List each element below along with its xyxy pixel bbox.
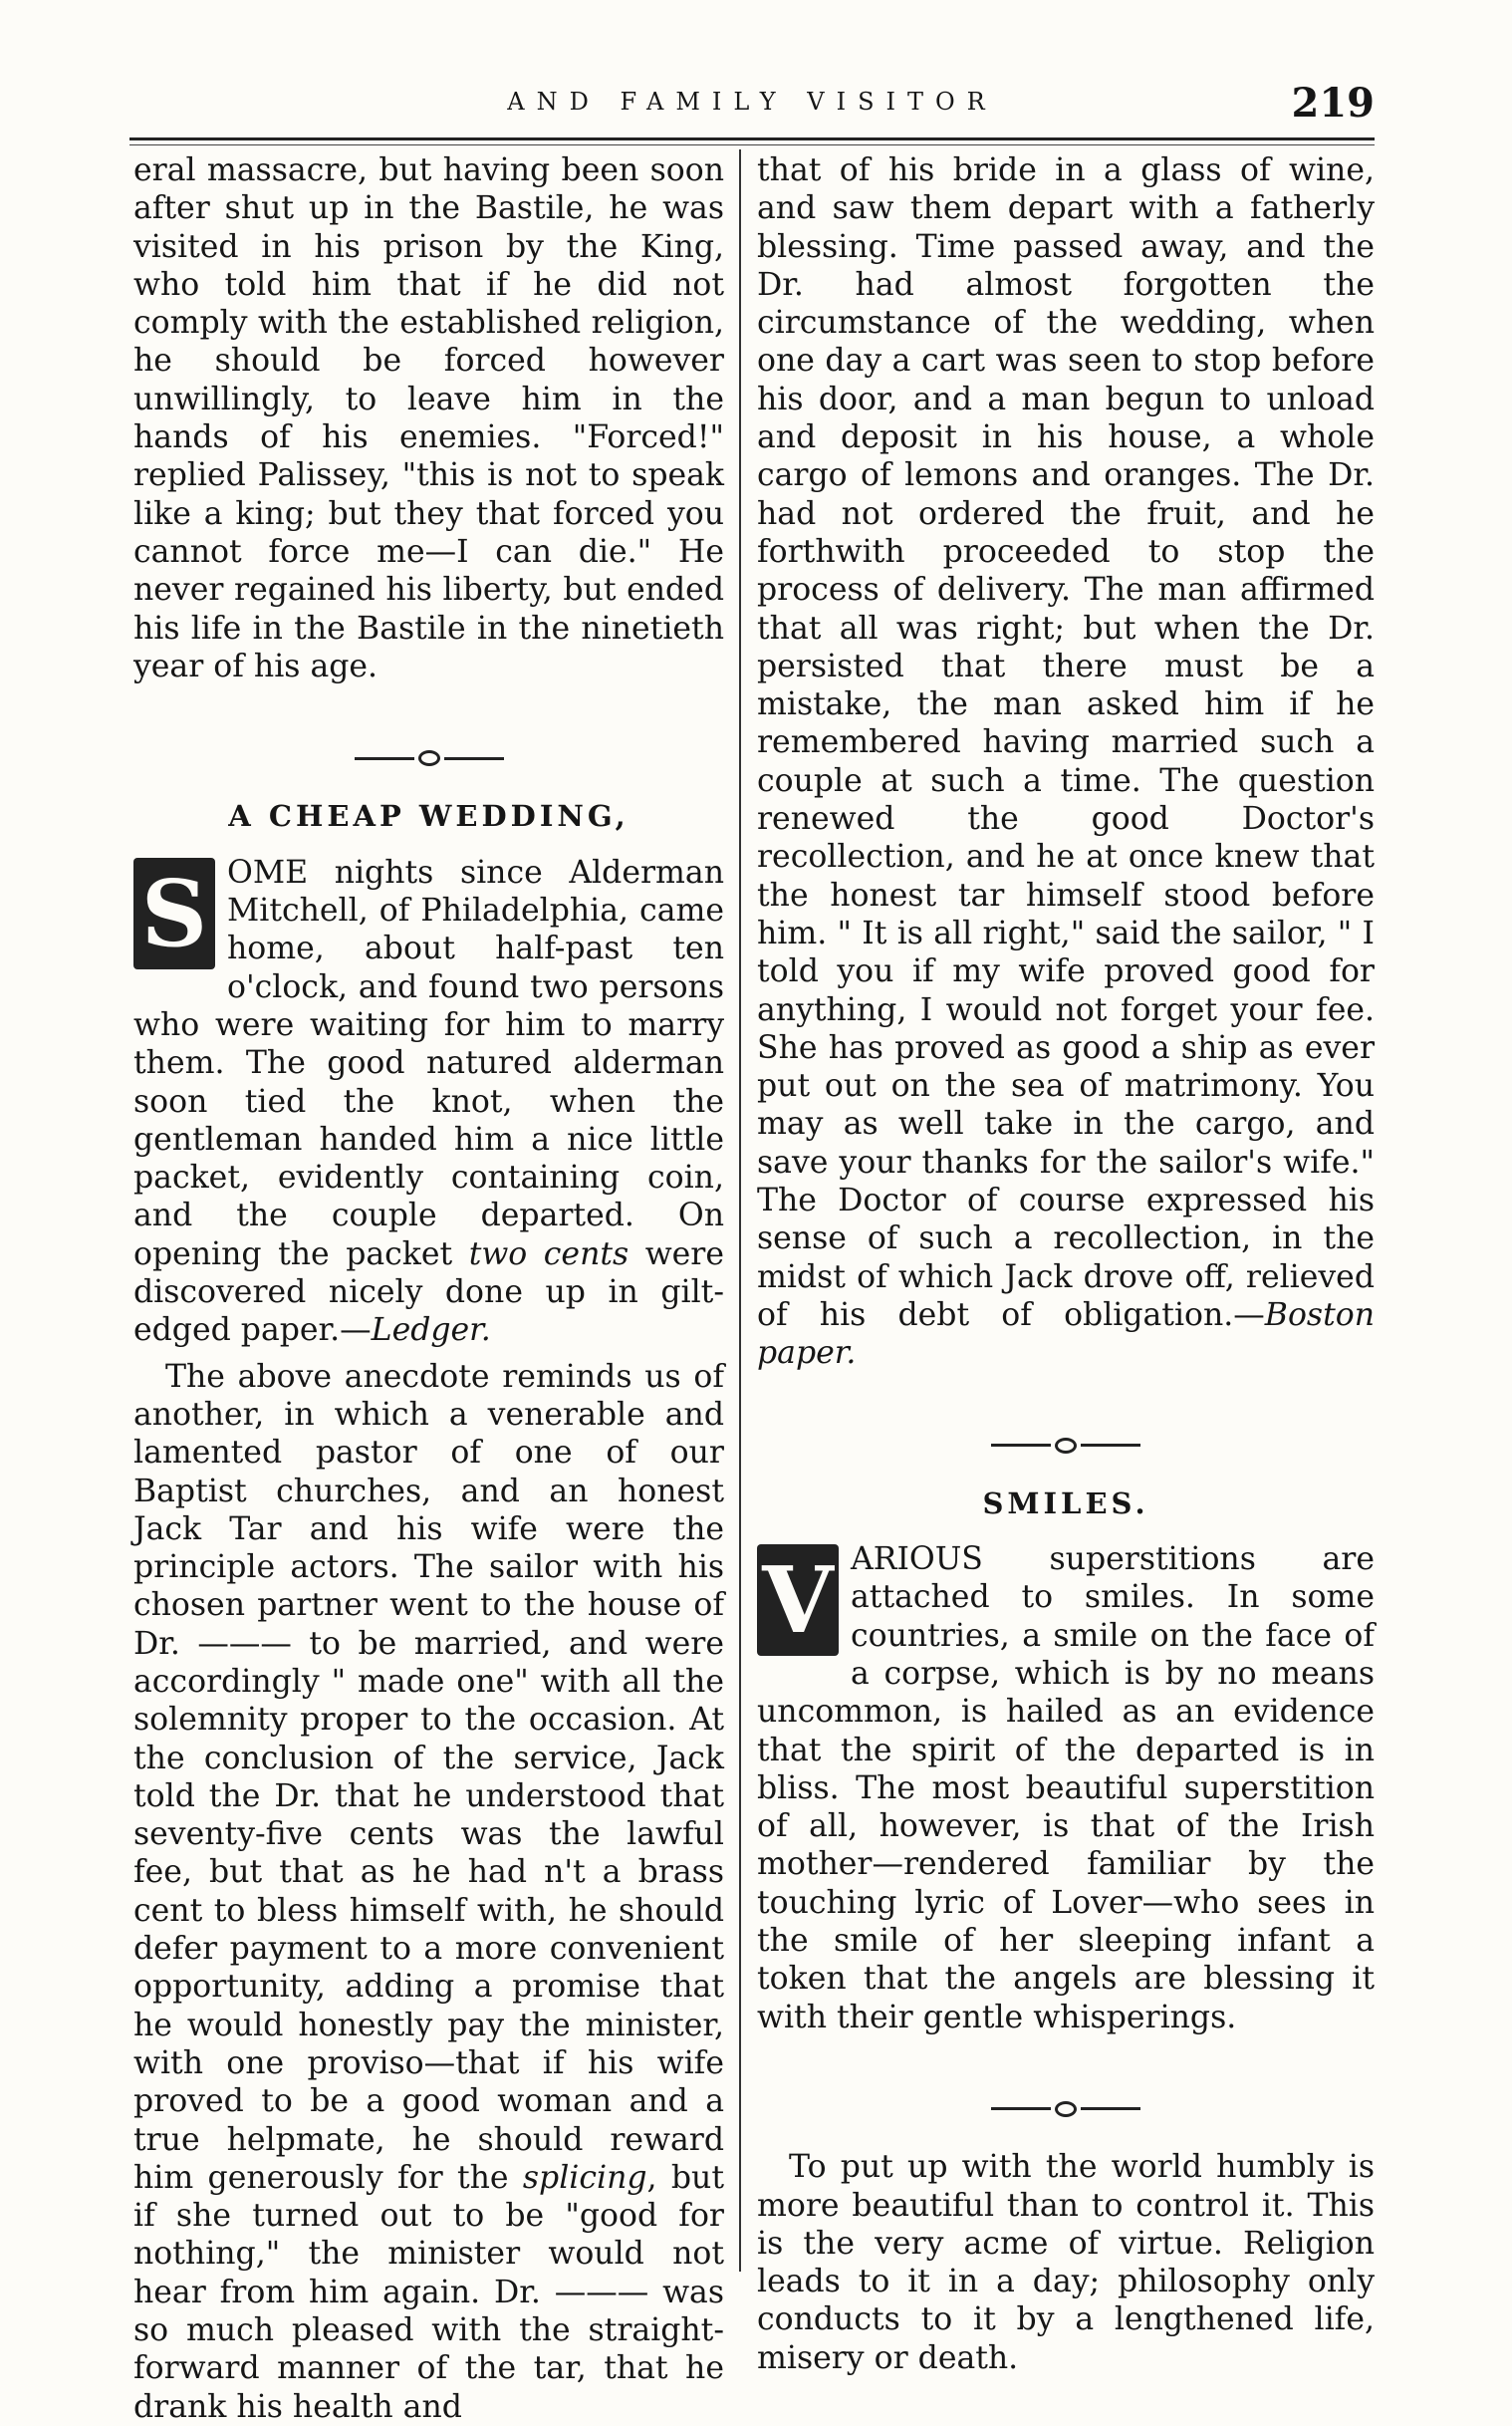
source-citation: Ledger. [371,1312,491,1349]
section-ornament [757,1427,1375,1465]
drop-cap: S [133,858,215,969]
running-head: AND FAMILY VISITOR [507,88,997,116]
page-header [129,80,1375,139]
article-title-smiles: SMILES. [982,1485,1149,1520]
paragraph-text: that of his bride in a glass of wine, and saw them depart with a fatherly blessing. Time passed away, and the Dr. had almost forgotten the circumstance of the wedding, when one day a cart was seen to stop before his door, and a man begun to unload and deposit in his house, a whole cargo of lemons and oranges. The Dr. had not ordered the fruit, and he forthwith proceeded to stop the process of delivery. The man affirmed that all was right; but when the Dr. persisted that there must be a mistake, the man asked him if he remembered having married such a couple at such a time. The question renewed the good Doctor's recollection, and he at once knew that the honest tar himself stood before him. " It is all right," said the sailor, " I told you if my wife proved good for anything, I would not forget your fee. She has proved as good a ship as ever put out on the sea of matrimony. You may as well take in the cargo, and save your thanks for the sailor's wife." The Doctor of course expressed his sense of such a recollection, in the midst of which Jack drove off, relieved of his debt of obligation.— [757,152,1375,1333]
paragraph-text: were discovered nicely done up in gilt-edged paper.— [133,1235,725,1349]
paragraph-text: The above anecdote reminds us of another, in which a venerable and lamented pastor of one of our Baptist churches, and an honest Jack Tar and his wife were the principle actors. The sailor with his chosen partner went to the house of Dr. ——— to be married, and were accordingly " made one" with all the solemnity proper to the occasion. At the conclusion of the service, Jack told the Dr. that he understood that seventy-five cents was the lawful fee, but that as he had n't a brass cent to bless himself with, he should defer payment to a more convenient opportunity, adding a promise that he would honestly pay the minister, with one proviso—that if his wife proved to be a good woman and a true helpmate, he should reward him generously for the [133,1358,724,2196]
section-ornament [133,739,724,777]
lead-word: ARIOUS [851,1541,983,1578]
lead-word: OME [227,854,309,891]
article-paragraph [133,854,724,1350]
article-paragraph [757,1540,1375,2036]
source-citation: Boston paper. [757,1296,1375,1372]
article-paragraph [133,1358,724,2426]
section-ornament [757,2090,1375,2128]
page-number: 219 [1291,80,1375,127]
paragraph-text: nights since Alderman Mitchell, of Philadelphia, came home, about half-past ten o'clock, and found two persons who were waiting for him to marry them. The good natured alderman soon tied the knot, when the gentleman handed him a nice little packet, evidently containing coin, and the couple departed. On opening the packet [133,854,724,1272]
header-rule-thin [129,144,1375,145]
left-column [133,151,724,2426]
continued-paragraph [757,151,1375,1373]
emphasis-text: splicing [522,2159,647,2196]
paragraph-text: superstitions are attached to smiles. In some countries, a smile on the face of a corpse, which is by no means uncommon, is hailed as an evidence that the spirit of the departed is in bliss. The most beautiful superstition of all, however, is that of the Irish mother—rendered familiar by the touching lyric of Lover—who sees in the smile of her sleeping infant a token that the angels are blessing it with their gentle whisperings. [757,1541,1375,2035]
right-column [757,151,1375,2377]
article-title-cheap-wedding: A CHEAP WEDDING, [228,799,630,834]
continued-paragraph: eral massacre, but having been soon after shut up in the Bastile, he was visited in his prison by the King, who told him that if he did not comply with the established religion, he should be forced however unwillingly, to leave him in the hands of his enemies. "Forced!" replied Palissey, "this is not to speak like a king; but they that forced you cannot force me—I can die." He never regained his liberty, but ended his life in the Bastile in the ninetieth year of his age. [133,152,724,684]
emphasis-text: two cents [468,1235,630,1272]
column-divider [739,149,741,2272]
paragraph-text: , but if she turned out to be "good for nothing," the minister would not hear from him again. Dr. ——— was so much pleased with the straight-forward manner of the tar, that he drank his health and [133,2159,724,2425]
header-rule [129,137,1375,140]
closing-paragraph: To put up with the world humbly is more beautiful than to control it. This is the very acme of virtue. Religion leads to it in a day; philosophy only conducts to it by a lengthened life, misery or death. [757,2149,1375,2376]
drop-cap: V [757,1544,839,1656]
